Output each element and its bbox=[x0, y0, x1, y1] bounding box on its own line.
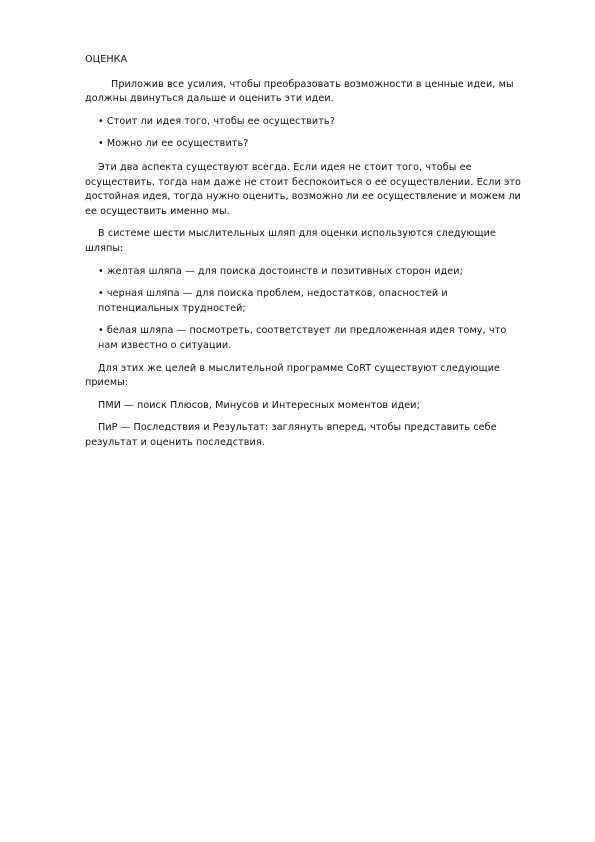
bullet-black-hat: • черная шляпа — для поиска проблем, недостатков, опасностей и потенциальных трудностей; bbox=[98, 288, 448, 314]
bullet-worth-doing: • Стоит ли идея того, чтобы ее осуществить? bbox=[98, 115, 335, 127]
paragraph-pmi: ПМИ — поиск Плюсов, Минусов и Интересных моментов идеи; bbox=[98, 399, 420, 411]
bullet-white-hat: • белая шляпа — посмотреть, соответствует ли предложенная идея тому, что нам известно о ситуации. bbox=[98, 325, 507, 351]
paragraph-two-aspects: Эти два аспекта существуют всегда. Если идея не стоит того, чтобы ее осуществить, тогда нам даже не стоит беспокоиться о ее осуществлении. Если это достойная идея, тогда нужно оценить, возможно ли ее осуществление и можем ли ее осуществить именно мы. bbox=[85, 161, 521, 217]
document-body bbox=[85, 53, 525, 458]
bullet-can-be-done: • Можно ли ее осуществить? bbox=[98, 138, 249, 150]
paragraph-pir: ПиР — Последствия и Результат: заглянуть вперед, чтобы представить себе результат и оценить последствия. bbox=[85, 422, 497, 448]
paragraph-intro: Приложив все усилия, чтобы преобразовать возможности в ценные идеи, мы должны двинуться дальше и оценить эти идеи. bbox=[85, 78, 514, 105]
bullet-yellow-hat: • желтая шляпа — для поиска достоинств и позитивных сторон идеи; bbox=[98, 265, 463, 277]
paragraph-six-hats: В системе шести мыслительных шляп для оценки используются следующие шляпы: bbox=[85, 228, 497, 254]
document-title: ОЦЕНКА bbox=[85, 54, 128, 65]
paragraph-cort: Для этих же целей в мыслительной программе CoRT существуют следующие приемы: bbox=[85, 362, 501, 389]
